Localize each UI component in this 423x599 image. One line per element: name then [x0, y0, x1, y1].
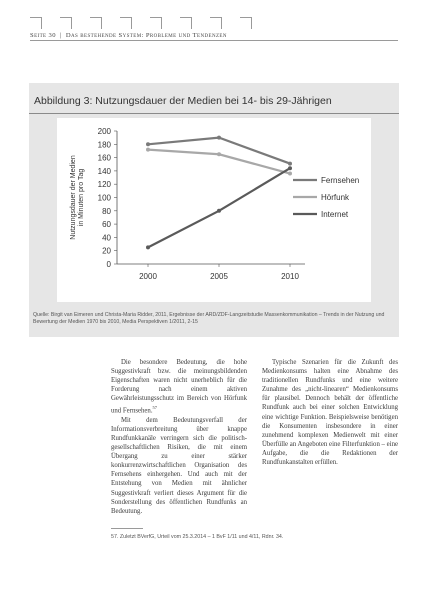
y-tick-label: 0: [106, 260, 111, 269]
section-title: Das bestehende System: Probleme und Tendenzen: [65, 32, 227, 39]
legend-label: Hörfunk: [321, 193, 350, 202]
y-tick-label: 140: [97, 166, 111, 176]
y-tick-label: 20: [102, 246, 111, 256]
legend-label: Internet: [321, 210, 349, 219]
data-point: [288, 172, 292, 176]
footnote-rule: [111, 528, 143, 529]
header-decoration: [60, 17, 72, 29]
header-decoration: [30, 17, 42, 29]
legend-label: Fernsehen: [321, 176, 360, 185]
header-decoration: [210, 17, 222, 29]
chart-area: [57, 118, 371, 302]
y-tick-label: 80: [102, 206, 111, 216]
y-tick-label: 120: [97, 180, 111, 190]
body-column-right: [262, 358, 398, 467]
data-point: [146, 245, 150, 249]
y-tick-label: 40: [102, 233, 111, 243]
line-chart: [57, 118, 371, 302]
data-point: [288, 166, 292, 170]
paragraph: Die besondere Bedeutung, die hohe Suggestivkraft bzw. die meinungsbildenden Eigenschaften waren nicht unerheblich für die Forderung nach einem aktiven Gewährleistungsschutz im Bereich von Hörfunk und Fernsehen.$^{57}$: [111, 359, 247, 415]
y-tick-label: 160: [97, 153, 111, 163]
body-column-left: [111, 358, 247, 516]
header-decoration: [150, 17, 162, 29]
data-point: [217, 136, 221, 140]
y-tick-label: 180: [97, 140, 111, 150]
page-label: Seite 30: [30, 32, 56, 39]
paragraph: Mit dem Bedeutungsverfall der Informationsverbreitung über knappe Rundfunkkanäle verringern sich die politisch-gesellschaftlichen Risiken, die mit einem Übergang zu einer stärker konkurrenzwirtschaftlichen Organisation des Fernsehens einhergehen. Und auch mit der Entstehung von Medien mit ähnlicher Suggestivkraft verliert dieses Argument für die Sonderstellung des öffentlichen Rundfunks an Bedeutung.: [111, 416, 247, 515]
paragraph: Typische Szenarien für die Zukunft des Medienkonsums halten eine Abnahme des traditionellen Rundfunks und eine weitere Zunahme des „nicht-linearen“ Medienkonsums für plausibel. Dennoch behält der öffentliche Rundfunk auch bei einer solchen Entwicklung eine wichtige Funktion. Beispielsweise benötigen die Konsumenten insbesondere in einer zunehmend komplexen Medienwelt mit einer Überfülle an Angeboten eine Filterfunktion – eine Aufgabe, die die Redaktionen der Rundfunkanstalten erfüllen.: [262, 359, 398, 467]
header-decoration: [90, 17, 102, 29]
x-tick-label: 2005: [210, 272, 228, 281]
header-decoration: [240, 17, 252, 29]
figure-box: [29, 83, 399, 337]
running-header: Seite 30 | Das bestehende System: Probleme und Tendenzen: [30, 32, 227, 39]
header-decoration: [120, 17, 132, 29]
data-point: [217, 209, 221, 213]
header-rule: [30, 40, 398, 41]
figure-title: Abbildung 3: Nutzungsdauer der Medien bei 14- bis 29-Jährigen: [34, 95, 332, 107]
y-axis-label: Nutzungsdauer der Medienin Minuten pro Tag: [70, 155, 85, 240]
data-point: [146, 148, 150, 152]
y-tick-label: 200: [97, 127, 111, 136]
footnote-ref: 57: [152, 405, 158, 411]
data-point: [146, 142, 150, 146]
header-decoration: [180, 17, 192, 29]
figure-title-rule: [29, 113, 399, 114]
x-tick-label: 2010: [281, 272, 299, 281]
y-tick-label: 60: [102, 220, 111, 230]
y-tick-label: 100: [97, 193, 111, 203]
figure-caption: Quelle: Birgit van Eimeren und Christa-Maria Ridder, 2011, Ergebnisse der ARD/ZDF-Langzeitstudie Massenkommunikation – Trends in der Nutzung und Bewertung der Medien 1970 bis 2010, Media Perspektiven 1/2011, 2-15: [33, 312, 385, 325]
x-tick-label: 2000: [139, 272, 157, 281]
data-point: [288, 162, 292, 166]
footnote: 57. Zuletzt BVerfG, Urteil vom 25.3.2014 – 1 BvF 1/11 und 4/11, Rdnr. 34.: [111, 534, 284, 540]
data-point: [217, 152, 221, 156]
series-line-internet: [148, 168, 290, 247]
